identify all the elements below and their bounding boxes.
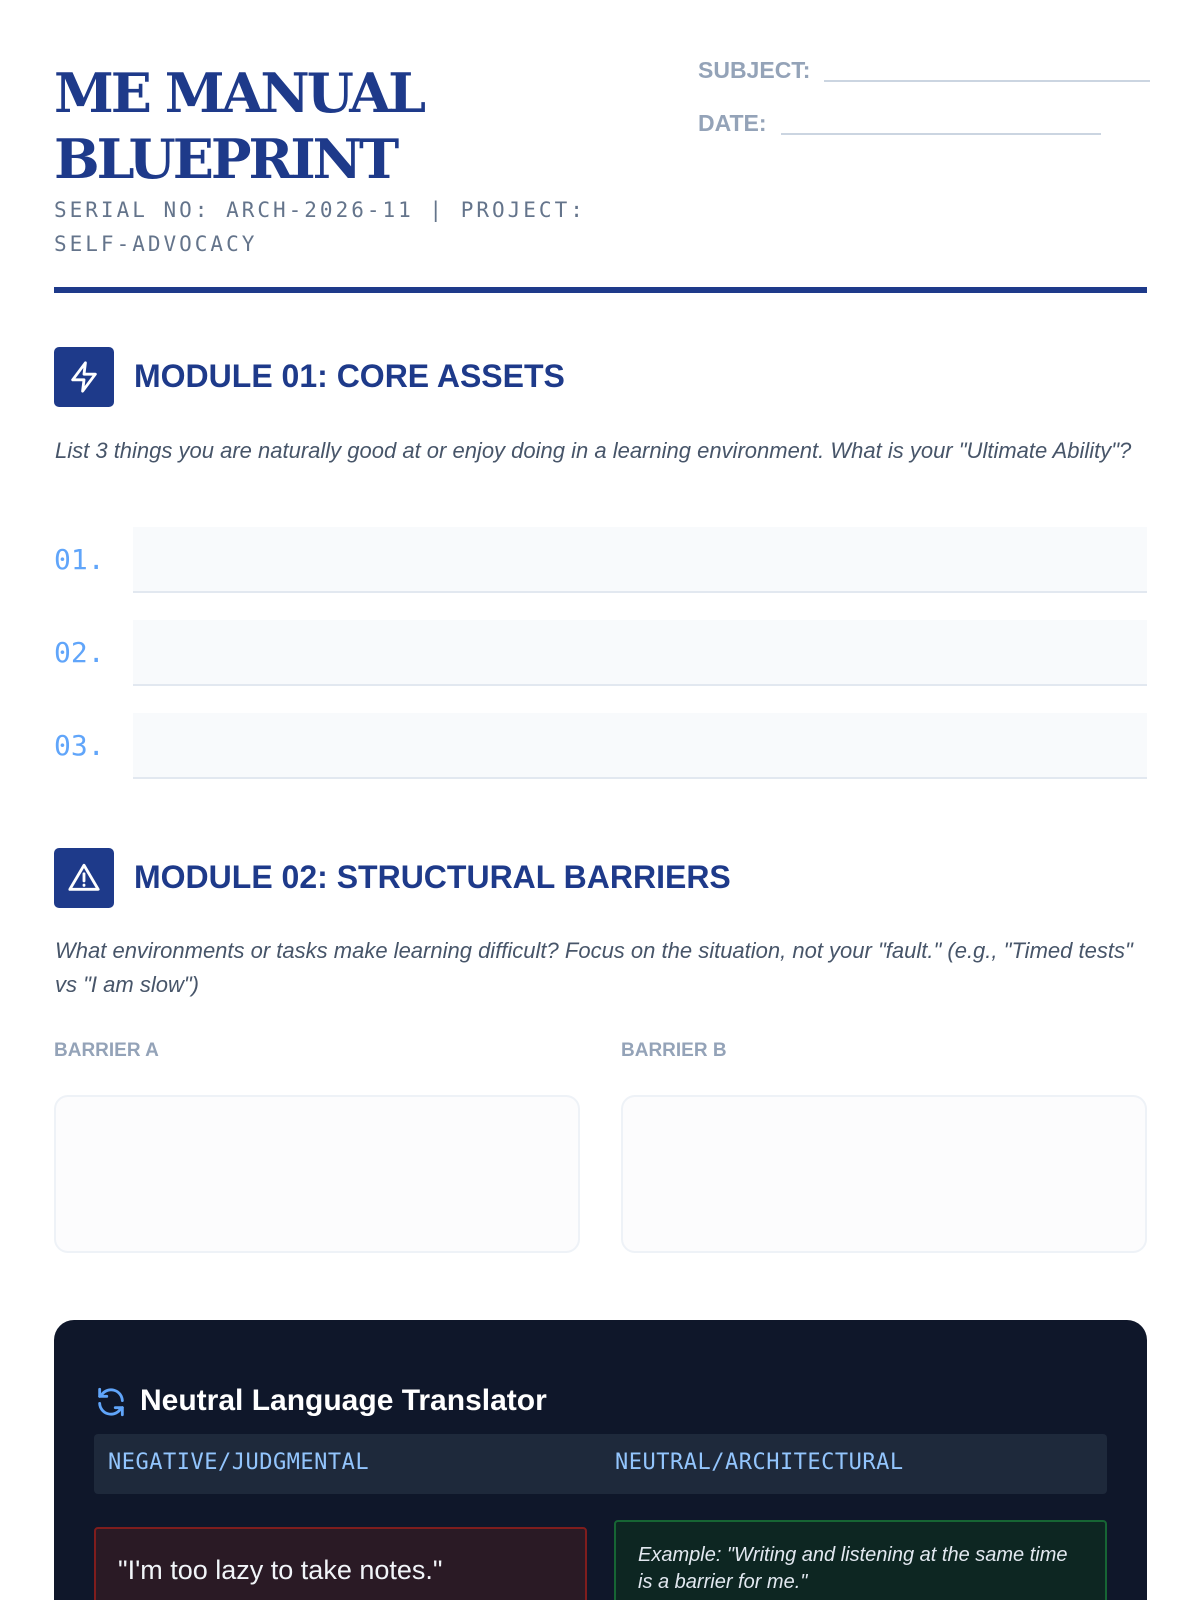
core-asset-input-3[interactable] xyxy=(133,713,1147,779)
subject-field[interactable] xyxy=(698,57,1150,84)
date-field[interactable] xyxy=(698,110,1101,137)
module-02-title: MODULE 02: STRUCTURAL BARRIERS xyxy=(134,859,731,895)
translator-title: Neutral Language Translator xyxy=(140,1384,547,1417)
negative-example-card xyxy=(94,1527,587,1600)
subject-label: SUBJECT: xyxy=(698,57,811,83)
title-line-1: ME MANUAL xyxy=(54,61,424,125)
core-asset-input-1[interactable] xyxy=(133,527,1147,593)
negative-example-text: "I'm too lazy to take notes." xyxy=(118,1555,443,1585)
serial-line-1: SERIAL NO: ARCH-2026-11 | PROJECT: xyxy=(54,198,586,222)
neutral-example-card[interactable] xyxy=(614,1520,1107,1600)
subject-input-line[interactable] xyxy=(824,80,1150,82)
page-title xyxy=(54,60,614,192)
barrier-a-input[interactable] xyxy=(54,1095,580,1253)
item-number-02: 02. xyxy=(54,636,105,669)
item-number-01: 01. xyxy=(54,543,105,576)
neutral-language-translator xyxy=(54,1320,1147,1600)
module-01-prompt: List 3 things you are naturally good at or enjoy doing in a learning environment. What is your "Ultimate Ability"? xyxy=(55,438,1132,463)
module-01-title: MODULE 01: CORE ASSETS xyxy=(134,358,565,394)
warning-icon xyxy=(54,848,114,908)
item-number-03: 03. xyxy=(54,729,105,762)
date-label: DATE: xyxy=(698,110,767,136)
refresh-icon xyxy=(94,1385,128,1424)
serial-line-2: SELF-ADVOCACY xyxy=(54,232,258,256)
col-negative-header: NEGATIVE/JUDGMENTAL xyxy=(108,1450,370,1475)
core-asset-input-2[interactable] xyxy=(133,620,1147,686)
col-neutral-header: NEUTRAL/ARCHITECTURAL xyxy=(615,1450,904,1475)
title-line-2: BLUEPRINT xyxy=(54,127,397,191)
lightning-icon xyxy=(54,347,114,407)
neutral-example-text: Example: "Writing and listening at the same time is a barrier for me." xyxy=(638,1544,1068,1593)
serial-number xyxy=(54,193,654,261)
header-divider xyxy=(54,287,1147,293)
barrier-b-label: BARRIER B xyxy=(621,1040,727,1061)
barrier-b-input[interactable] xyxy=(621,1095,1147,1253)
date-input-line[interactable] xyxy=(781,133,1101,135)
module-02-prompt: What environments or tasks make learning difficult? Focus on the situation, not your "fault." (e.g., "Timed tests" vs "I am slow") xyxy=(55,938,1133,997)
translator-header xyxy=(94,1434,1107,1494)
barrier-a-label: BARRIER A xyxy=(54,1040,159,1061)
